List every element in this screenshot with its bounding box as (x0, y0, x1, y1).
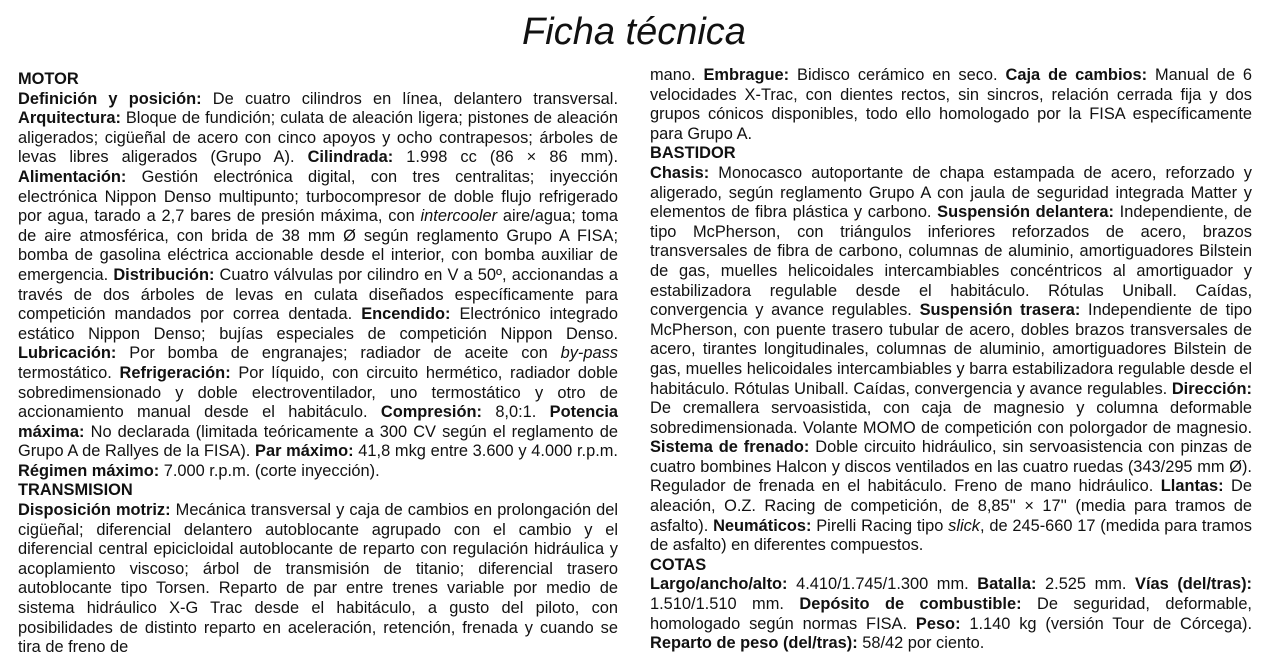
spec-value: Cuatro válvulas por cilindro en V a 50º, accionandas a través de dos árboles de levas en culata diseñados específicamente para competición mandados por correa dentada. (18, 265, 618, 324)
spec-label: Neumáticos: (713, 516, 812, 535)
spec-value: 7.000 r.p.m. (corte inyección). (159, 461, 380, 480)
spec-label: Distribución: (113, 265, 215, 284)
bastidor-specs (650, 164, 1252, 556)
spec-label: Caja de cambios: (1005, 66, 1148, 84)
spec-value: Monocasco autoportante de chapa estampada de acero, reforzado y aligerado, según reglamento Grupo A con jaula de seguridad integrada Matter y elementos de fibra plástica y carbono. (650, 163, 1252, 222)
section-heading-motor: MOTOR (18, 70, 79, 88)
spec-label: Largo/ancho/alto: (650, 575, 788, 594)
spec-label: Peso: (915, 614, 961, 633)
spec-label: Disposición motriz: (18, 501, 171, 520)
spec-value: Por líquido, con circuito hermético, radiador doble sobredimensionado y doble electroventilador, uno termostático y otro de accionamiento manual desde el habitáculo. (18, 363, 618, 422)
spec-label: Alimentación: (18, 167, 127, 186)
spec-label: Depósito de combustible: (799, 595, 1022, 614)
cotas-specs (650, 575, 1252, 653)
spec-label: Suspensión delantera: (937, 203, 1115, 222)
section-heading-bastidor: BASTIDOR (650, 144, 736, 163)
spec-label: Par máximo: (255, 442, 354, 461)
spec-label: Llantas: (1160, 477, 1224, 496)
spec-value: De cremallera servoasistida, con caja de magnesio y columna deformable sobredimensionada. Volante MOMO de competición con polorgador de magnesio. (650, 399, 1252, 437)
spec-value: Por bomba de engranajes; radiador de aceite con (116, 344, 561, 363)
spec-value: Mecánica transversal y caja de cambios en prolongación del cigüeñal; diferencial delantero autoblocante agrupado con el cambio y el diferencial central epicicloidal autoblocante de reparto con regulación hidráulica y acoplamiento viscoso; árbol de transmisión de titanio; diferencial trasero autoblocante tipo Torsen. Reparto de par entre trenes variable por medio de sistema hidráulico X-G Trac desde el habitáculo, a gusto del piloto, con posibilidades de distinto reparto en aceleración, retención, frenada y cuando se tira de freno de (18, 501, 618, 657)
spec-italic-term: by-pass (560, 344, 618, 363)
spec-label: Suspensión trasera: (919, 301, 1081, 320)
spec-label: Arquitectura: (18, 109, 121, 128)
spec-label: Batalla: (977, 575, 1037, 594)
page-title: Ficha técnica (522, 11, 746, 53)
motor-specs (18, 90, 618, 482)
spec-label: Embrague: (703, 66, 790, 84)
spec-label: Refrigeración: (119, 363, 231, 382)
right-column (650, 66, 1252, 654)
spec-value: Pirelli Racing tipo (811, 516, 949, 535)
spec-value: 41,8 mkg entre 3.600 y 4.000 r.p.m. (353, 442, 618, 461)
section-heading-cotas: COTAS (650, 555, 707, 574)
spec-value: De seguridad, deformable, homologado según normas FISA. (650, 595, 1252, 633)
spec-label: Cilindrada: (307, 148, 394, 167)
spec-value: Gestión electrónica digital, con tres centralitas; inyección electrónica Nippon Denso multipunto; turbocompresor de doble flujo refrigerado por agua, tarado a 2,7 bares de presión máxima, con (18, 167, 618, 226)
spec-value: , de 245-660 17 (medida para tramos de asfalto) en diferentes compuestos. (650, 516, 1252, 555)
spec-label: Vías (del/tras): (1135, 575, 1252, 594)
spec-value: 1.140 kg (versión Tour de Córcega). (960, 614, 1252, 633)
spec-value: 1.998 cc (86 × 86 mm). (393, 148, 618, 167)
spec-label: Definición y posición: (18, 89, 202, 108)
spec-value: Doble circuito hidráulico, sin servoasistencia con pinzas de cuatro bombines Halcon y discos ventilados en las cuatro ruedas (343/295 mm Ø). Regulador de frenada en el habitáculo. Freno de mano hidráulico. (650, 438, 1253, 496)
spec-value: No declarada (limitada teóricamente a 300 CV según el reglamento de Grupo A de Rallyes de la FISA). (18, 422, 618, 461)
spec-value: 1.510/1.510 mm. (650, 595, 800, 614)
spec-value: De cuatro cilindros en línea, delantero transversal. (201, 89, 618, 108)
left-column (18, 70, 618, 658)
spec-italic-term: slick (948, 516, 980, 535)
spec-label: Compresión: (380, 403, 482, 422)
spec-italic-term: intercooler (420, 207, 498, 226)
spec-value: Electrónico integrado estático Nippon Denso; bujías especiales de competición Nippon Denso. (18, 305, 618, 343)
spec-value: Manual de 6 velocidades X-Trac, con dientes rectos, sin sincros, relación cerrada fija y dos grupos cónicos disponibles, todo ello homologado por la FISA específicamente para Grupo A. (650, 66, 1252, 143)
transmision-specs (18, 501, 618, 658)
spec-label: Potencia máxima: (18, 403, 618, 441)
spec-value: Independiente, de tipo McPherson, con triángulos inferiores reforzados de acero, brazos transversales de fibra de carbono, columnas de aluminio, amortiguadores Bilstein de gas, muelles helicoidales intercambiables concéntricos al amortiguador y estabilizadora regulable desde el habitáculo. Rótulas Uniball. Caídas, convergencia y avance regulables. (650, 203, 1252, 320)
spec-label: Reparto de peso (del/tras): (650, 634, 858, 653)
spec-value: Bloque de fundición; culata de aleación ligera; pistones de aleación aligerados; cigüeñal de acero con cinco apoyos y ocho contrapesos; árboles de levas libres aligerados (Grupo A). (18, 109, 618, 167)
spec-value: termostático. (18, 363, 120, 382)
spec-value: Bidisco cerámico en seco. (789, 66, 1006, 84)
spec-value: 2.525 mm. (1036, 575, 1136, 594)
spec-label: Sistema de frenado: (650, 438, 810, 457)
spec-value: 4.410/1.745/1.300 mm. (787, 575, 978, 594)
spec-value: Independiente de tipo McPherson, con puente trasero tubular de acero, dobles brazos transversales de acero, tirantes longitudinales, columnas de aluminio, amortiguadores Bilstein de gas, muelles helicoidales intercambiables y barra estabilizadora regulable desde el habitáculo. Rótulas Uniball. Caídas, convergencia y avance regulables. (650, 301, 1252, 398)
spec-value: De aleación, O.Z. Racing de competición, de 8,85'' × 17'' (media para tramos de asfalto). (650, 477, 1252, 535)
spec-value: 58/42 por ciento. (857, 634, 985, 653)
spec-value: aire/agua; toma de aire atmosférica, con brida de 38 mm Ø según reglamento Grupo A FISA; bomba de gasolina eléctrica accionable desde el interior, con bomba auxiliar de emergencia. (18, 207, 619, 284)
spec-value: 8,0:1. (481, 403, 550, 422)
spec-label: Encendido: (361, 305, 451, 324)
spec-label: Dirección: (1171, 379, 1252, 398)
spec-value: mano. (650, 66, 704, 84)
section-heading-transmision: TRANSMISION (18, 481, 133, 500)
spec-label: Chasis: (650, 163, 710, 182)
transmision-continued-specs (650, 66, 1252, 144)
spec-label: Lubricación: (18, 344, 117, 363)
spec-label: Régimen máximo: (18, 461, 160, 480)
